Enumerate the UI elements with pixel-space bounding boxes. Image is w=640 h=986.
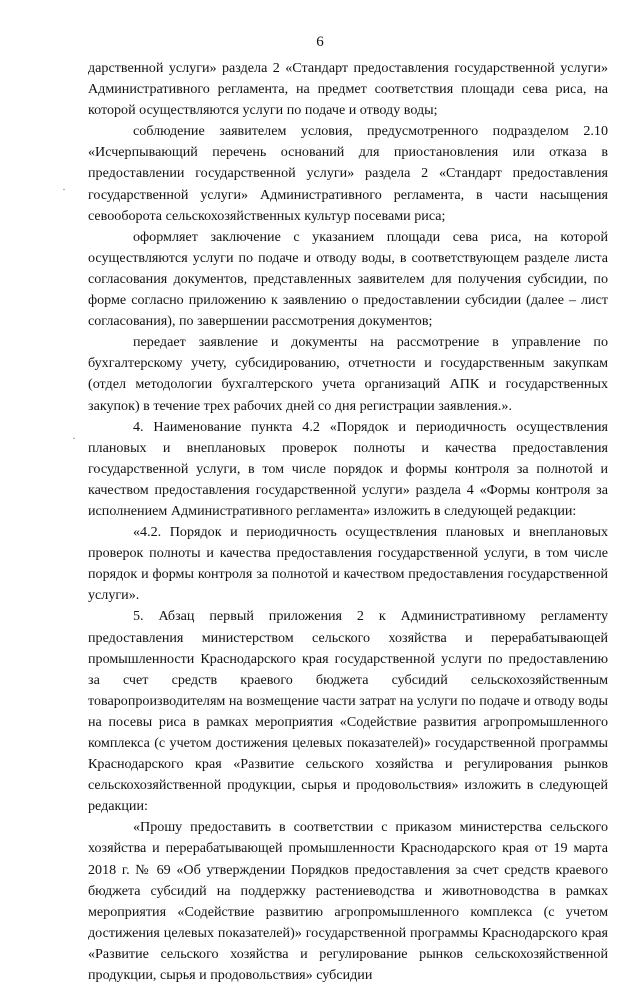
- paragraph: дарственной услуги» раздела 2 «Стандарт предоставления государственной услуги» Административного регламента, на предмет соответствия площади сева риса, на которой осуществляются услуги по подаче и отводу воды;: [88, 60, 608, 119]
- paragraph: «Прошу предоставить в соответствии с приказом министерства сельского хозяйства и перерабатывающей промышленности Краснодарского края от 19 марта 2018 г. № 69 «Об утверждении Порядков предоставления за счет средств краевого бюджета субсидий на поддержку растениеводства и животноводства в рамках мероприятия «Содействие развитию агропромышленного комплекса (с учетом достижения целевых показателей)» государственной программы Краснодарского края «Развитие сельского хозяйства и регулирование рынков сельскохозяйственной продукции, сырья и продовольствия» субсидии: [88, 819, 608, 984]
- paragraph: оформляет заключение с указанием площади сева риса, на которой осуществляются услуги по подаче и отводу воды, в соответствующем разделе листа согласования документов, представленных заявителем для получения субсидии, по форме согласно приложению к заявлению о предоставлении субсидии (далее – лист согласования), по завершении рассмотрения документов;: [88, 228, 608, 330]
- document-body: [88, 58, 608, 986]
- paragraph: 5. Абзац первый приложения 2 к Административному регламенту предоставления министерством сельского хозяйства и перерабатывающей промышленности Краснодарского края государственной услуги по предоставлению за счет средств краевого бюджета субсидий сельскохозяйственным товаропроизводителям на возмещение части затрат на услуги по подаче и отводу воды на посевы риса в рамках мероприятия «Содействие развития агропромышленного комплекса (с учетом достижения целевых показателей)» государственной программы Краснодарского края «Развитие сельского хозяйства и регулирования рынков сельскохозяйственной продукции, сырья и продовольствия» изложить в следующей редакции:: [88, 608, 608, 815]
- margin-dot-mark: ·: [72, 431, 76, 445]
- paragraph: 4. Наименование пункта 4.2 «Порядок и периодичность осуществления плановых и внеплановых проверок полноты и качества предоставления государственной услуги, в том числе порядок и формы контроля за полнотой и качеством предоставления государственной услуги» раздела 4 «Формы контроля за исполнением Административного регламента» изложить в следующей редакции:: [88, 418, 608, 519]
- margin-dot-mark: ·: [62, 182, 66, 196]
- paragraph: соблюдение заявителем условия, предусмотренного подразделом 2.10 «Исчерпывающий перечень оснований для приостановления или отказа в предоставлении государственной услуги» раздела 2 «Стандарт предоставления государственной услуги» Административного регламента, в части насыщения севооборота сельскохозяйственных культур посевами риса;: [88, 123, 608, 224]
- paragraph: «4.2. Порядок и периодичность осуществления плановых и внеплановых проверок полноты и качества предоставления государственной услуги, в том числе порядок и формы контроля за полнотой и качеством предоставления государственной услуги».: [88, 524, 608, 604]
- paragraph: передает заявление и документы на рассмотрение в управление по бухгалтерскому учету, субсидированию, отчетности и государственным закупкам (отдел методологии бухгалтерского учета организаций АПК и государственных закупок) в течение трех рабочих дней со дня регистрации заявления.».: [88, 334, 608, 414]
- page-number: 6: [316, 34, 324, 50]
